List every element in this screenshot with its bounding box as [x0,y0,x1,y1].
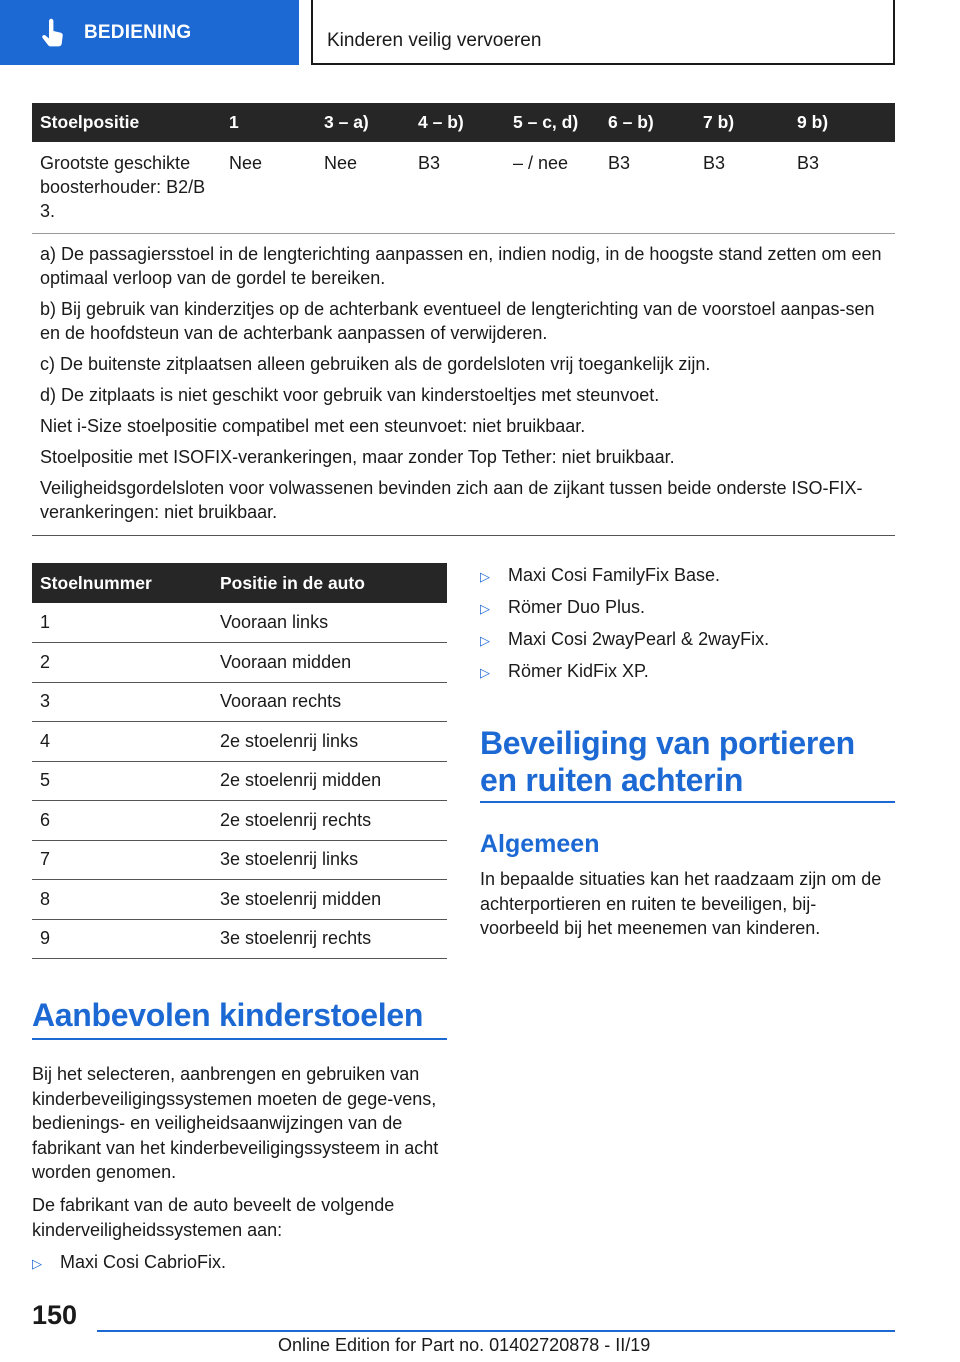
seat-number-table [32,563,447,959]
doors-subheading: Algemeen [480,830,600,858]
column-header: Stoelnummer [32,563,212,603]
table-cell: 7 [32,840,212,880]
list-item-text: Römer Duo Plus. [508,597,646,617]
heading-rule [32,1038,447,1040]
list-item [480,565,769,597]
recommended-list-right [480,565,769,693]
table-cell: 1 [32,603,212,643]
isofix-position-table [32,103,895,536]
triangle-bullet-icon: ▷ [32,1256,42,1271]
table-note: d) De zitplaats is niet geschikt voor gebruik van kinderstoeltjes met steunvoet. [40,385,660,405]
footer-edition: Online Edition for Part no. 01402720878 - II/19 [278,1335,651,1355]
table-cell: 3e stoelenrij rechts [212,919,447,959]
table-row [32,643,447,683]
hand-pointer-icon [40,18,66,48]
doors-heading-line: Beveiliging van portieren [480,725,855,761]
column-header: Stoelpositie [32,103,221,142]
table-cell: Grootste geschikte boosterhouder: B2/B 3. [32,142,221,234]
table-row [32,682,447,722]
table-header-row [32,563,447,603]
doors-heading-line: en ruiten achterin [480,762,744,798]
table-row [32,880,447,920]
table-cell: 4 [32,722,212,762]
chapter-box [311,0,895,65]
table-note: a) De passagiersstoel in de lengterichting aanpassen en, indien nodig, in de hoogste stand zetten om een optimaal verloop van de gordel te bereiken. [40,244,882,288]
doors-paragraph: In bepaalde situaties kan het raadzaam zijn om de achterportieren en ruiten te beveiligen, bij-voorbeeld bij het meenemen van kinderen. [480,869,882,939]
table-cell: Vooraan links [212,603,447,643]
page-number: 150 [32,1300,78,1330]
list-item [32,1252,226,1284]
doors-heading [480,725,855,799]
recommended-intro: De fabrikant van de auto beveelt de volgende kinderveiligheidssystemen aan: [32,1195,395,1240]
table-row [32,722,447,762]
table-notes-row [32,234,895,536]
column-header: 1 [221,103,316,142]
list-item-text: Maxi Cosi CabrioFix. [60,1252,227,1272]
table-cell: 2e stoelenrij midden [212,761,447,801]
table-cell: 2e stoelenrij rechts [212,801,447,841]
table-cell: 9 [32,919,212,959]
table-cell: 5 [32,761,212,801]
table-row [32,840,447,880]
triangle-bullet-icon: ▷ [480,665,490,680]
table-note: b) Bij gebruik van kinderzitjes op de achterbank eventueel de lengterichting van de voorstoel aanpas-sen en de hoofdsteun van de achterbank aanpassen of verwijderen. [40,299,875,343]
list-item [480,629,769,661]
table-cell: 2e stoelenrij links [212,722,447,762]
column-header: 9 b) [789,103,895,142]
table-row [32,761,447,801]
table-row [32,801,447,841]
table-cell: 8 [32,880,212,920]
table-cell: Nee [221,142,316,234]
table-cell: 3e stoelenrij links [212,840,447,880]
triangle-bullet-icon: ▷ [480,633,490,648]
table-cell: B3 [789,142,895,234]
table-cell: Vooraan midden [212,643,447,683]
table-note: Stoelpositie met ISOFIX-verankeringen, maar zonder Top Tether: niet bruikbaar. [40,447,675,467]
section-tab [0,0,299,65]
table-cell: 2 [32,643,212,683]
list-item-text: Römer KidFix XP. [508,661,649,681]
recommended-heading: Aanbevolen kinderstoelen [32,997,424,1033]
table-header-row [32,103,895,142]
chapter-title: Kinderen veilig vervoeren [327,30,542,51]
column-header: Positie in de auto [212,563,447,603]
table-note: c) De buitenste zitplaatsen alleen gebruiken als de gordelsloten vrij toegankelijk zijn. [40,354,711,374]
section-title: BEDIENING [84,21,192,43]
table-cell: B3 [695,142,789,234]
table-note: Veiligheidsgordelsloten voor volwassenen bevinden zich aan de zijkant tussen beide onderste ISO-FIX-verankeringen: niet bruikbaar. [40,478,863,522]
column-header: 7 b) [695,103,789,142]
table-cell: 3e stoelenrij midden [212,880,447,920]
list-item-text: Maxi Cosi 2wayPearl & 2wayFix. [508,629,770,649]
table-cell: B3 [600,142,695,234]
table-row [32,919,447,959]
triangle-bullet-icon: ▷ [480,601,490,616]
list-item-text: Maxi Cosi FamilyFix Base. [508,565,721,585]
table-cell: B3 [410,142,505,234]
table-cell: Nee [316,142,410,234]
table-cell: Vooraan rechts [212,682,447,722]
triangle-bullet-icon: ▷ [480,569,490,584]
table-row [32,142,895,234]
column-header: 5 – c, d) [505,103,600,142]
footer-rule [97,1330,895,1332]
table-cell: 3 [32,682,212,722]
table-notes [32,234,895,536]
column-header: 4 – b) [410,103,505,142]
column-header: 6 – b) [600,103,695,142]
table-note: Niet i-Size stoelpositie compatibel met een steunvoet: niet bruikbaar. [40,416,586,436]
recommended-list-left [32,1252,226,1284]
table-cell: – / nee [505,142,600,234]
table-row [32,603,447,643]
list-item [480,597,769,629]
column-header: 3 – a) [316,103,410,142]
recommended-paragraph: Bij het selecteren, aanbrengen en gebruiken van kinderbeveiligingssystemen moeten de gege-vens, bedienings- en veiligheidsaanwijzingen van de fabrikant van het kinderbeveiligingssysteem in acht worden genomen. [32,1064,439,1183]
heading-rule [480,801,895,803]
list-item [480,661,769,693]
table-cell: 6 [32,801,212,841]
